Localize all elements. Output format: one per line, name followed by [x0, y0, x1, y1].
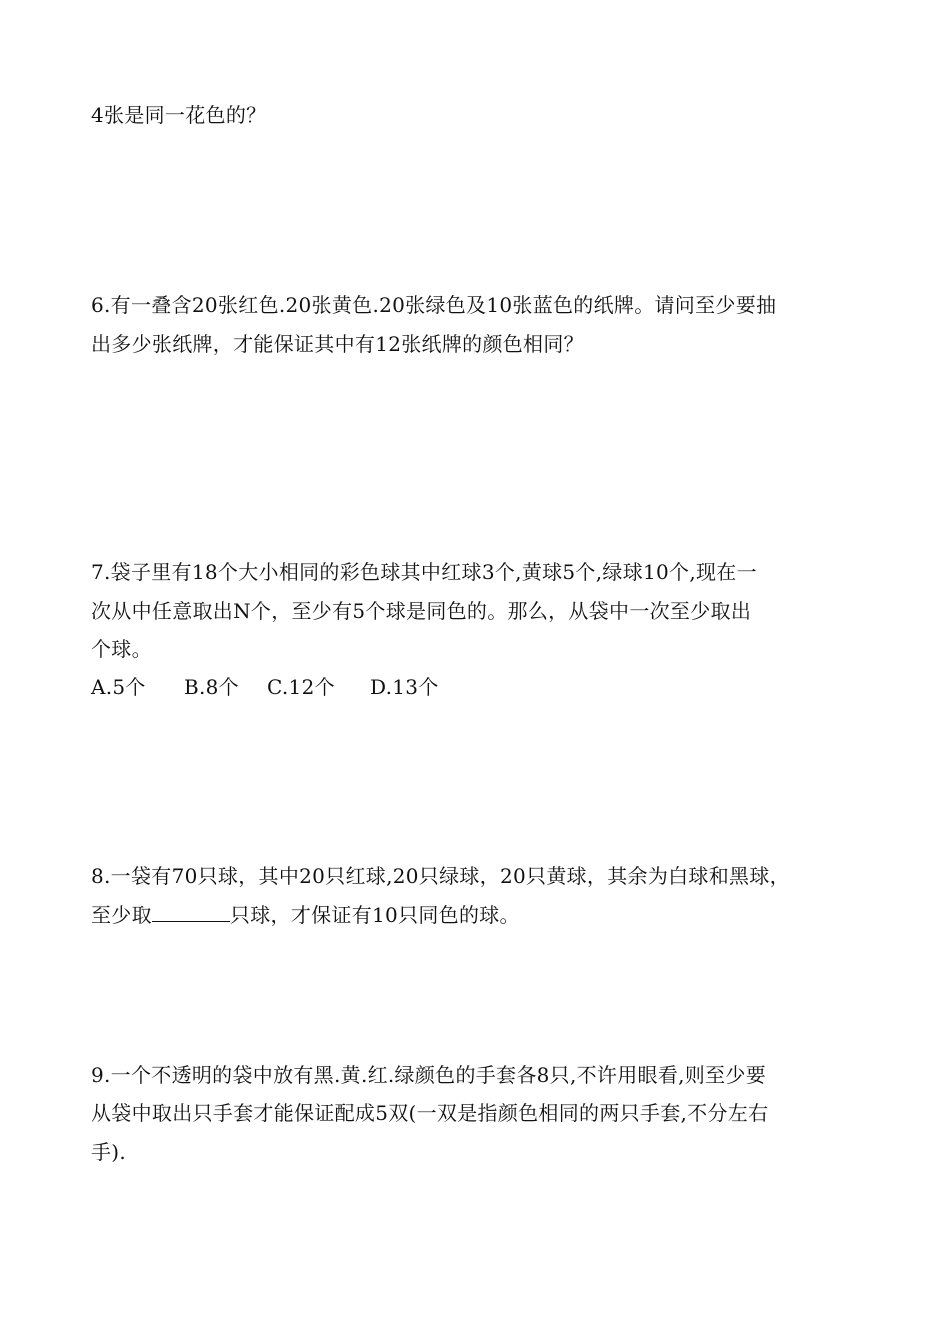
q5-tail-line: 4张是同一花色的？ — [91, 103, 267, 127]
question-8-line-2 — [91, 903, 520, 927]
question-9-line-3: 手). — [91, 1140, 127, 1164]
question-6-line-1: 6.有一叠含20张红色.20张黄色.20张绿色及10张蓝色的纸牌。请问至少要抽 — [91, 293, 777, 317]
option-d: D.13个 — [370, 675, 439, 699]
question-7-line-3: 个球。 — [91, 637, 152, 661]
question-6-line-2: 出多少张纸牌，才能保证其中有12张纸牌的颜色相同？ — [91, 332, 584, 356]
option-c: C.12个 — [267, 675, 335, 699]
q8-suffix: 只球，才保证有10只同色的球。 — [229, 903, 520, 927]
answer-blank — [152, 903, 230, 922]
question-9-line-1: 9.一个不透明的袋中放有黑.黄.红.绿颜色的手套各8只,不许用眼看,则至少要 — [91, 1063, 766, 1087]
option-b: B.8个 — [184, 675, 239, 699]
question-7-line-2: 次从中任意取出N个，至少有5个球是同色的。那么，从袋中一次至少取出 — [91, 599, 752, 623]
q8-prefix: 至少取 — [91, 903, 152, 927]
question-9-line-2: 从袋中取出只手套才能保证配成5双(一双是指颜色相同的两只手套,不分左右 — [91, 1101, 769, 1125]
option-a: A.5个 — [91, 675, 146, 699]
question-8-line-1: 8.一袋有70只球，其中20只红球,20只绿球，20只黄球，其余为白球和黑球， — [91, 864, 790, 888]
question-7-options — [91, 675, 439, 699]
question-7-line-1: 7.袋子里有18个大小相同的彩色球其中红球3个,黄球5个,绿球10个,现在一 — [91, 560, 757, 584]
